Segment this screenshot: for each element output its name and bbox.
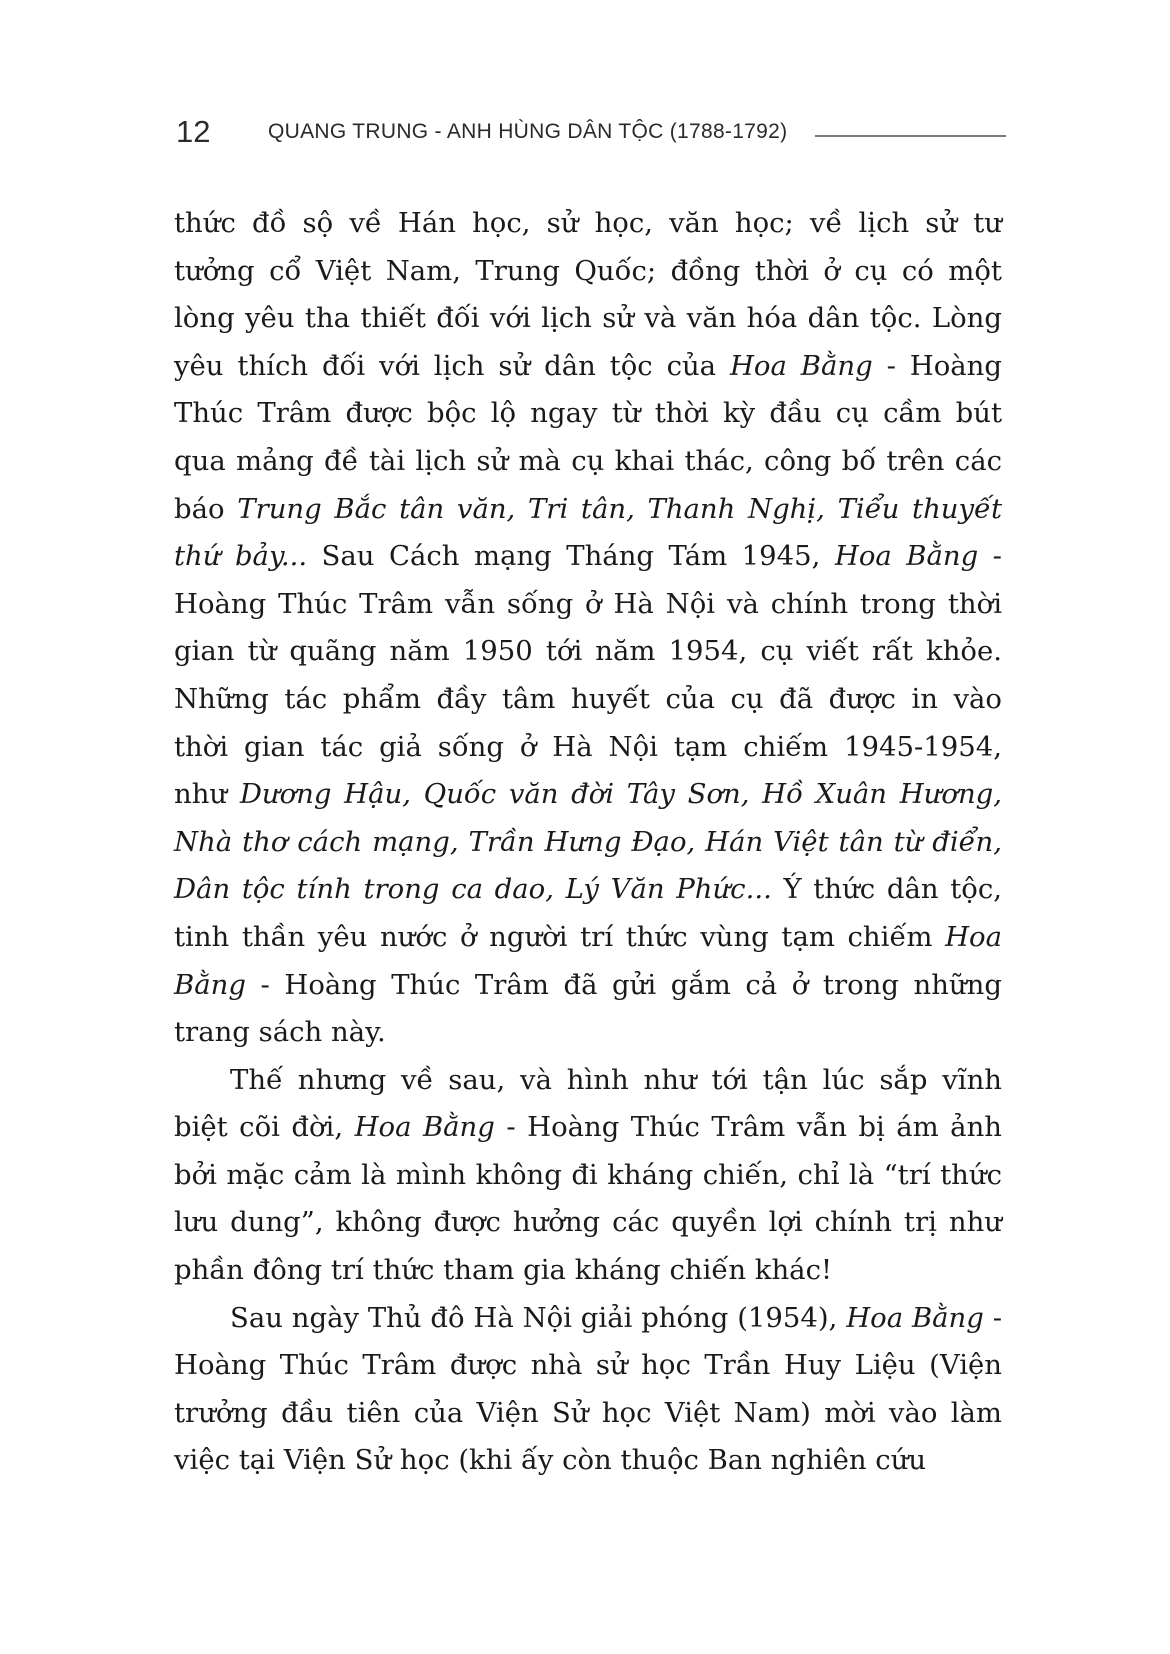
text-run: qua mảng đề tài lịch sử mà cụ khai thác, công bố trên các — [174, 444, 1002, 477]
text-run: Sau Cách mạng Tháng Tám 1945, — [307, 540, 835, 573]
text-line — [174, 390, 1002, 438]
text-run: Sau ngày Thủ đô Hà Nội giải phóng (1954), — [230, 1301, 847, 1334]
text-line — [174, 1152, 1002, 1200]
text-run: báo — [174, 492, 238, 525]
text-run: như — [174, 778, 240, 811]
text-run: thức đồ sộ về Hán học, sử học, văn học; về lịch sử tư — [174, 207, 1002, 239]
text-run: việc tại Viện Sử học (khi ấy còn thuộc Ban nghiên cứu — [174, 1444, 927, 1477]
text-run: Thế nhưng về sau, và hình như tới tận lúc sắp vĩnh — [230, 1063, 1002, 1096]
italic-title-run: Hoa Bằng — [729, 349, 873, 382]
text-run: - Hoàng Thúc Trâm đã gửi gắm cả ở trong những — [245, 968, 1002, 1001]
body-text — [174, 200, 1002, 1485]
text-line — [174, 771, 1002, 819]
italic-title-run: Hoa Bằng — [846, 1301, 984, 1334]
italic-title-run: Trung Bắc tân văn, Tri tân, Thanh Nghị, Tiểu thuyết — [237, 492, 1003, 525]
text-line — [174, 1437, 1002, 1485]
text-run: thời gian tác giả sống ở Hà Nội tạm chiếm 1945-1954, — [174, 730, 1002, 763]
text-line — [174, 914, 1002, 962]
text-line — [174, 486, 1002, 534]
text-line — [174, 581, 1002, 629]
italic-title-run: Nhà thơ cách mạng, Trần Hưng Đạo, Hán Việt tân từ điển, — [174, 825, 1002, 858]
text-line — [174, 1295, 1002, 1343]
text-run: tinh thần yêu nước ở người trí thức vùng tạm chiếm — [174, 920, 946, 953]
text-line — [174, 343, 1002, 391]
text-run: phần đông trí thức tham gia kháng chiến khác! — [174, 1254, 833, 1287]
paragraph — [174, 1295, 1002, 1485]
text-line — [174, 676, 1002, 724]
text-run: Những tác phẩm đầy tâm huyết của cụ đã được in vào — [174, 682, 1002, 715]
text-run: - Hoàng — [872, 349, 1002, 382]
running-title: QUANG TRUNG - ANH HÙNG DÂN TỘC (1788-1792) — [268, 120, 788, 143]
italic-title-run: Hoa Bằng — [834, 540, 979, 573]
text-line — [174, 724, 1002, 772]
text-run: lòng yêu tha thiết đối với lịch sử và văn hóa dân tộc. Lòng — [174, 302, 1002, 335]
text-run: Hoàng Thúc Trâm được nhà sử học Trần Huy Liệu (Viện — [174, 1349, 1002, 1382]
text-line — [174, 200, 1002, 248]
italic-title-run: Bằng — [174, 968, 246, 1001]
italic-title-run: Dương Hậu, Quốc văn đời Tây Sơn, Hồ Xuân Hương, — [239, 778, 1003, 811]
text-run: biệt cõi đời, — [174, 1111, 355, 1144]
text-line — [174, 295, 1002, 343]
text-run: gian từ quãng năm 1950 tới năm 1954, cụ viết rất khỏe. — [174, 635, 1002, 668]
text-line — [174, 533, 1002, 581]
text-run: Ý thức dân tộc, — [771, 873, 1002, 906]
text-run: Hoàng Thúc Trâm vẫn sống ở Hà Nội và chính trong thời — [174, 587, 1002, 620]
running-header — [176, 112, 1006, 152]
text-run: - — [978, 540, 1002, 573]
italic-title-run: thứ bảy... — [174, 540, 308, 573]
italic-title-run: Hoa — [945, 920, 1002, 953]
text-run: trang sách này. — [174, 1016, 386, 1049]
header-rule — [815, 135, 1006, 137]
italic-title-run: Hoa Bằng — [354, 1111, 495, 1144]
text-line — [174, 1057, 1002, 1105]
text-line — [174, 1390, 1002, 1438]
text-run: - — [983, 1301, 1002, 1334]
text-line — [174, 866, 1002, 914]
text-line — [174, 1247, 1002, 1295]
text-line — [174, 1342, 1002, 1390]
text-run: trưởng đầu tiên của Viện Sử học Việt Nam) mời vào làm — [174, 1396, 1002, 1429]
text-line — [174, 248, 1002, 296]
page-number: 12 — [176, 114, 211, 149]
text-line — [174, 1009, 1002, 1057]
paragraph — [174, 1057, 1002, 1295]
text-line — [174, 962, 1002, 1010]
text-run: yêu thích đối với lịch sử dân tộc của — [174, 349, 730, 382]
text-run: lưu dung”, không được hưởng các quyền lợi chính trị như — [174, 1206, 1002, 1239]
text-line — [174, 1199, 1002, 1247]
text-line — [174, 438, 1002, 486]
italic-title-run: Dân tộc tính trong ca dao, Lý Văn Phức... — [174, 873, 772, 906]
text-line — [174, 819, 1002, 867]
text-run: bởi mặc cảm là mình không đi kháng chiến, chỉ là “trí thức — [174, 1158, 1002, 1191]
text-line — [174, 628, 1002, 676]
text-run: Thúc Trâm được bộc lộ ngay từ thời kỳ đầu cụ cầm bút — [174, 397, 1002, 430]
text-run: - Hoàng Thúc Trâm vẫn bị ám ảnh — [494, 1111, 1002, 1144]
paragraph — [174, 200, 1002, 1057]
text-run: tưởng cổ Việt Nam, Trung Quốc; đồng thời ở cụ có một — [174, 254, 1002, 287]
text-line — [174, 1104, 1002, 1152]
